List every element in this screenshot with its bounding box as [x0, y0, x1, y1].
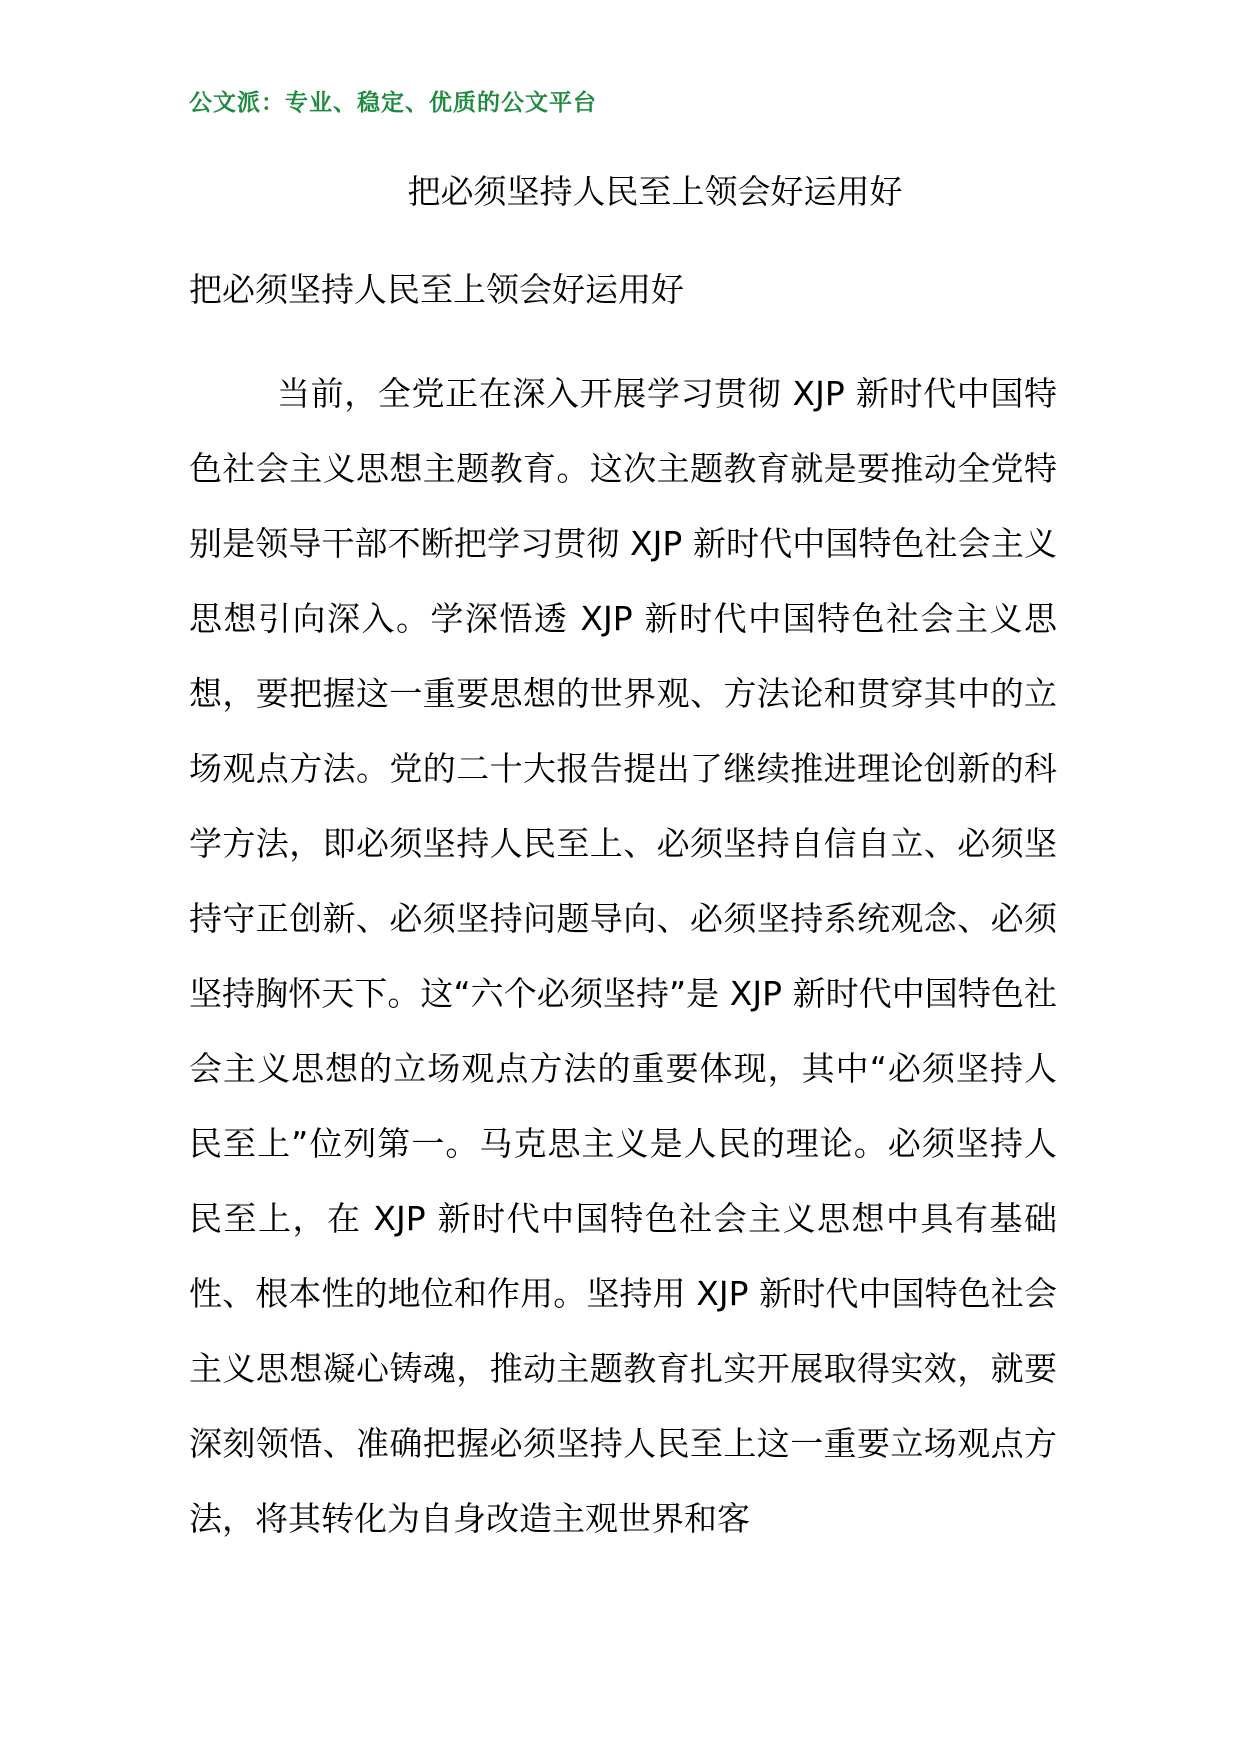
document-subtitle: 把必须坚持人民至上领会好运用好 — [189, 270, 684, 309]
document-title: 把必须坚持人民至上领会好运用好 — [407, 172, 903, 211]
site-header: 公文派：专业、稳定、优质的公文平台 — [189, 90, 597, 116]
body-paragraph: 当前，全党正在深入开展学习贯彻 XJP 新时代中国特色社会主义思想主题教育。这次主题教育就是要推动全党特别是领导干部不断把学习贯彻 XJP 新时代中国特色社会主义思想引向深入。学深悟透 XJP 新时代中国特色社会主义思想，要把握这一重要思想的世界观、方法论和贯穿其中的立场观点方法。党的二十大报告提出了继续推进理论创新的科学方法，即必须坚持人民至上、必须坚持自信自立、必须坚持守正创新、必须坚持问题导向、必须坚持系统观念、必须坚持胸怀天下。这“六个必须坚持”是 XJP 新时代中国特色社会主义思想的立场观点方法的重要体现，其中“必须坚持人民至上”位列第一。马克思主义是人民的理论。必须坚持人民至上，在 XJP 新时代中国特色社会主义思想中具有基础性、根本性的地位和作用。坚持用 XJP 新时代中国特色社会主义思想凝心铸魂，推动主题教育扎实开展取得实效，就要深刻领悟、准确把握必须坚持人民至上这一重要立场观点方法，将其转化为自身改造主观世界和客 — [189, 374, 1057, 1538]
